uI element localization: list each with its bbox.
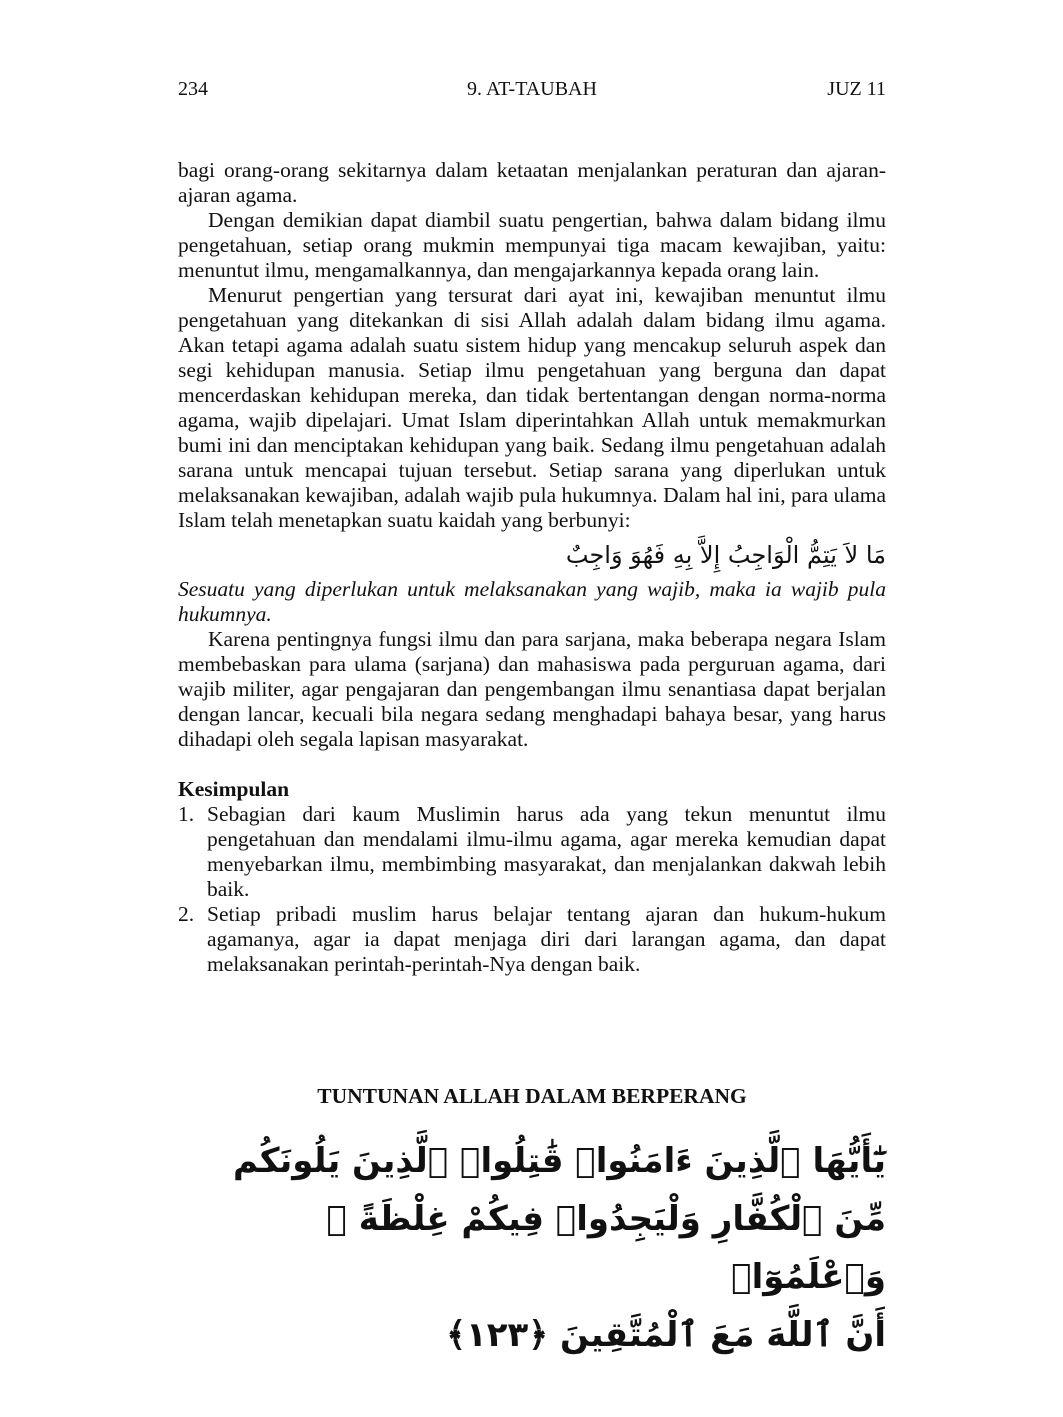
- spacer: [178, 752, 886, 777]
- list-item-text: Setiap pribadi muslim harus belajar tentang ajaran dan hukum-hukum agamanya, agar ia dapat menjaga diri dari larangan agama, dan dapat melaksanakan perintah-perintah-Nya dengan baik.: [207, 902, 886, 976]
- page-number: 234: [178, 78, 208, 100]
- paragraph-obligations: Dengan demikian dapat diambil suatu pengertian, bahwa dalam bidang ilmu pengetahuan, setiap orang mukmin mempunyai tiga macam kewajiban, yaitu: menuntut ilmu, mengamalkannya, dan mengajarkannya kepada orang lain.: [178, 208, 886, 282]
- list-item: [178, 902, 886, 977]
- juz-label: JUZ 11: [827, 78, 886, 100]
- conclusion-list: [178, 802, 886, 977]
- section-title: TUNTUNAN ALLAH DALAM BERPERANG: [317, 1084, 747, 1108]
- conclusion-heading: Kesimpulan: [178, 777, 290, 801]
- rule-translation: Sesuatu yang diperlukan untuk melaksanakan yang wajib, maka ia wajib pula hukumnya.: [178, 577, 886, 626]
- list-item-text: Sebagian dari kaum Muslimin harus ada yang tekun menuntut ilmu pengetahuan dan mendalami ilmu-ilmu agama, agar mereka kemudian dapat menyebarkan ilmu, membimbing masyarakat, dan menjalankan dakwah lebih baik.: [207, 802, 886, 901]
- paragraph-continuation: bagi orang-orang sekitarnya dalam ketaatan menjalankan peraturan dan ajaran-ajaran agama.: [178, 158, 886, 207]
- body-text: [178, 158, 886, 977]
- verse-line-2: أَنَّ ٱللَّهَ مَعَ ٱلْمُتَّقِينَ ﴿١٢٣﴾: [446, 1315, 886, 1355]
- arabic-rule: مَا لاَ يَتِمُّ الْوَاجِبُ إِلاَّ بِهِ فَهُوَ وَاجِبٌ: [565, 541, 886, 569]
- paragraph-knowledge: Menurut pengertian yang tersurat dari ayat ini, kewajiban menuntut ilmu pengetahuan yang ditekankan di sisi Allah adalah dalam bidang ilmu agama. Akan tetapi agama adalah suatu sistem hidup yang mencakup seluruh aspek dan segi kehidupan manusia. Setiap ilmu pengetahuan yang berguna dan dapat mencerdaskan kehidupan mereka, dan tidak bertentangan dengan norma-norma agama, wajib dipelajari. Umat Islam diperintahkan Allah untuk memakmurkan bumi ini dan menciptakan kehidupan yang baik. Sedang ilmu pengetahuan adalah sarana untuk mencapai tujuan tersebut. Setiap sarana yang diperlukan untuk melaksanakan kewajiban, adalah wajib pula hukumnya. Dalam hal ini, para ulama Islam telah menetapkan suatu kaidah yang berbunyi:: [178, 283, 886, 532]
- chapter-title: 9. AT-TAUBAH: [467, 78, 597, 100]
- quran-verse: [178, 1132, 886, 1355]
- verse-line-1: يَٰٓأَيُّهَا ٱلَّذِينَ ءَامَنُوا۟ قَٰتِلُوا۟ ٱلَّذِينَ يَلُونَكُم مِّنَ ٱلْكُفَّارِ وَلْيَجِدُوا۟ فِيكُمْ غِلْظَةً ۚ وَٱعْلَمُوٓا۟: [233, 1141, 886, 1297]
- page-header: [178, 76, 886, 102]
- list-item-number: 1.: [178, 802, 195, 826]
- list-item-number: 2.: [178, 902, 195, 926]
- paragraph-scholars: Karena pentingnya fungsi ilmu dan para sarjana, maka beberapa negara Islam membebaskan para ulama (sarjana) dan mahasiswa pada perguruan agama, dari wajib militer, agar pengajaran dan pengembangan ilmu senantiasa dapat berjalan dengan lancar, kecuali bila negara sedang menghadapi bahaya besar, yang harus dihadapi oleh segala lapisan masyarakat.: [178, 627, 886, 751]
- list-item: [178, 802, 886, 902]
